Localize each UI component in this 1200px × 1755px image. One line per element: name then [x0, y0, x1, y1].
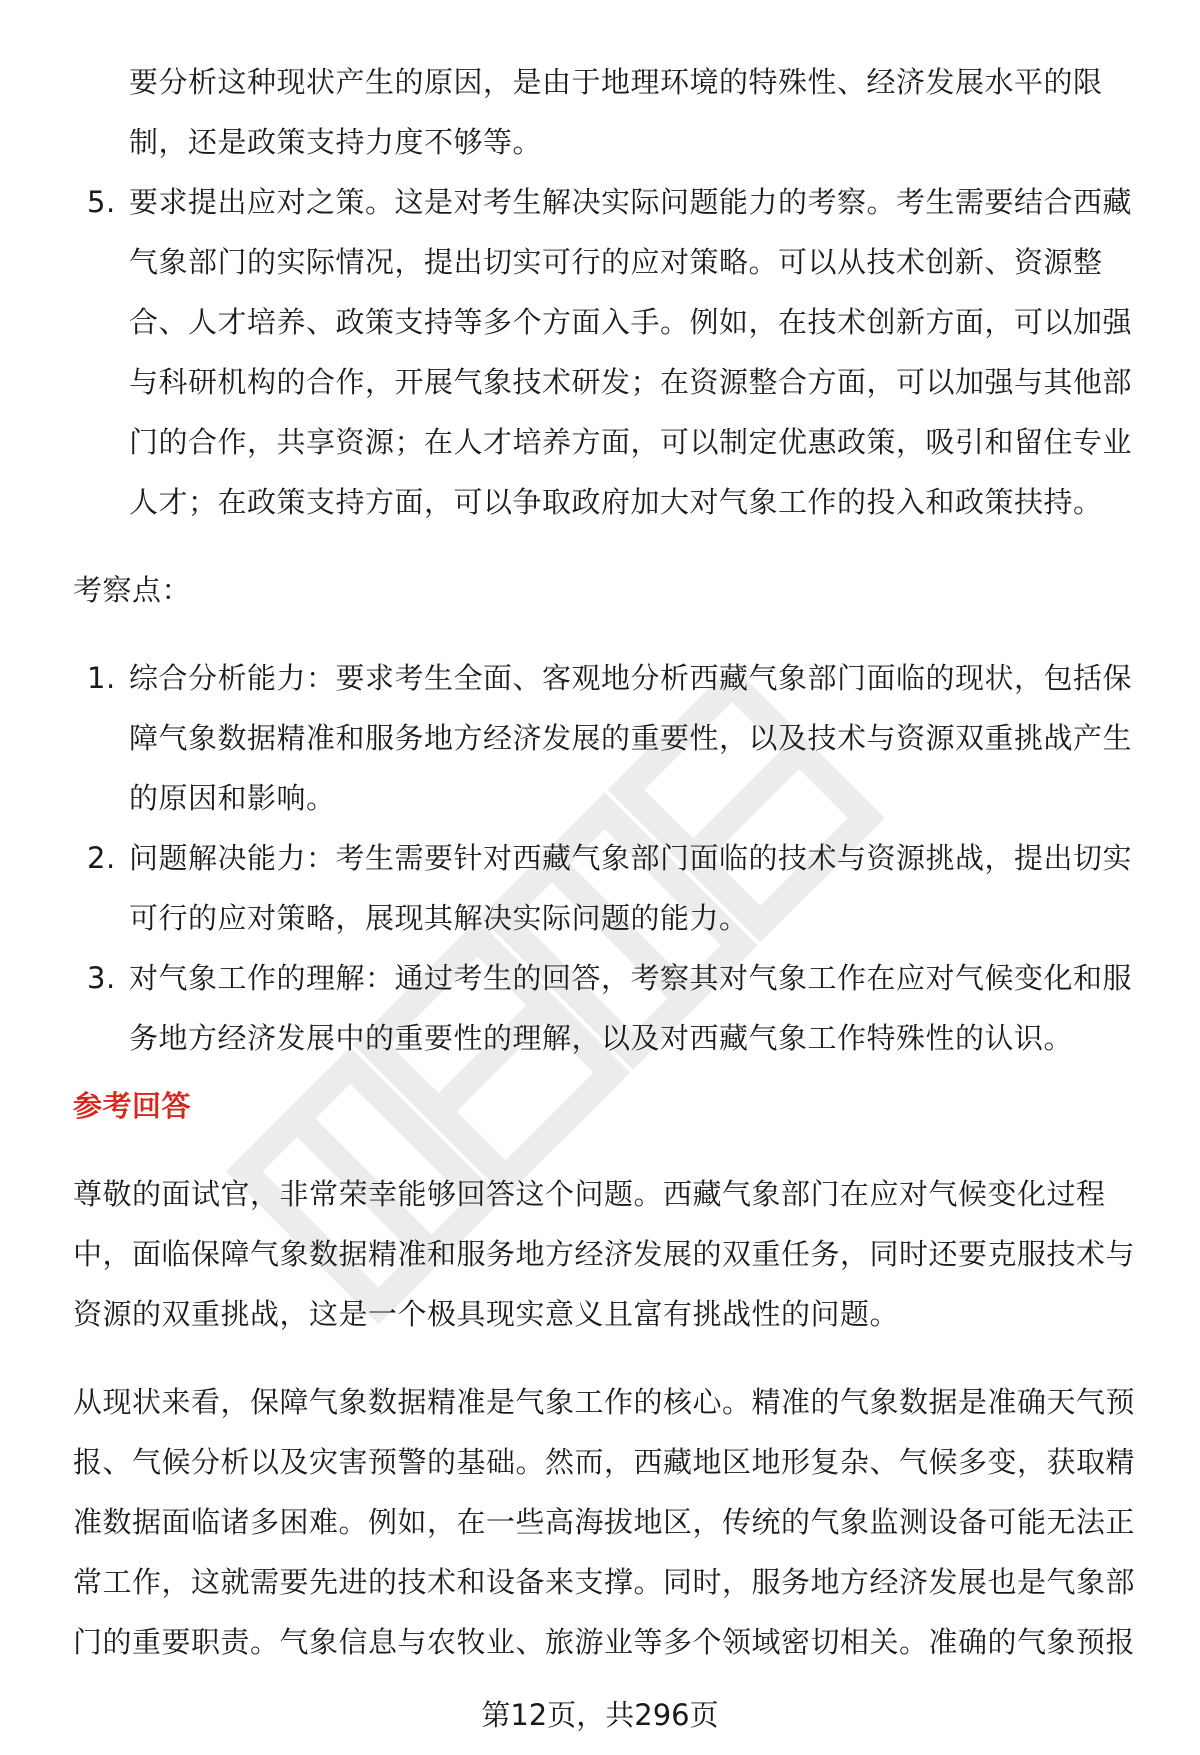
list-item-text: 对气象工作的理解：通过考生的回答，考察其对气象工作在应对气候变化和服务地方经济发展中的重要性的理解，以及对西藏气象工作特殊性的认识。 — [129, 961, 1133, 1055]
list-number: 5. — [87, 185, 116, 219]
document-body — [73, 52, 1143, 1672]
points-item-2 — [73, 828, 1143, 948]
list-number: 1. — [87, 661, 116, 695]
list-item-5 — [73, 172, 1143, 532]
answer-paragraph-1: 尊敬的面试官，非常荣幸能够回答这个问题。西藏气象部门在应对气候变化过程中，面临保障气象数据精准和服务地方经济发展的双重任务，同时还要克服技术与资源的双重挑战，这是一个极具现实意义且富有挑战性的问题。 — [73, 1177, 1136, 1331]
list-number: 3. — [87, 961, 116, 995]
points-list — [73, 648, 1143, 1068]
answer-paragraph-2: 从现状来看，保障气象数据精准是气象工作的核心。精准的气象数据是准确天气预报、气候分析以及灾害预警的基础。然而，西藏地区地形复杂、气候多变，获取精准数据面临诸多困难。例如，在一些高海拔地区，传统的气象监测设备可能无法正常工作，这就需要先进的技术和设备来支撑。同时，服务地方经济发展也是气象部门的重要职责。气象信息与农牧业、旅游业等多个领域密切相关。准确的气象预报 — [73, 1385, 1136, 1659]
item4-continuation: 要分析这种现状产生的原因，是由于地理环境的特殊性、经济发展水平的限制，还是政策支持力度不够等。 — [129, 65, 1103, 159]
points-item-3 — [73, 948, 1143, 1068]
page-number: 第12页，共296页 — [481, 1698, 719, 1732]
list-number: 2. — [87, 841, 116, 875]
list-item-text: 综合分析能力：要求考生全面、客观地分析西藏气象部门面临的现状，包括保障气象数据精准和服务地方经济发展的重要性，以及技术与资源双重挑战产生的原因和影响。 — [129, 661, 1133, 815]
answer-heading: 参考回答 — [73, 1089, 192, 1123]
points-heading: 考察点： — [73, 573, 192, 607]
list-item-text: 要求提出应对之策。这是对考生解决实际问题能力的考察。考生需要结合西藏气象部门的实际情况，提出切实可行的应对策略。可以从技术创新、资源整合、人才培养、政策支持等多个方面入手。例如，在技术创新方面，可以加强与科研机构的合作，开展气象技术研发；在资源整合方面，可以加强与其他部门的合作，共享资源；在人才培养方面，可以制定优惠政策，吸引和留住专业人才；在政策支持方面，可以争取政府加大对气象工作的投入和政策扶持。 — [129, 185, 1133, 519]
list-item-text: 问题解决能力：考生需要针对西藏气象部门面临的技术与资源挑战，提出切实可行的应对策略，展现其解决实际问题的能力。 — [129, 841, 1133, 935]
points-item-1 — [73, 648, 1143, 828]
